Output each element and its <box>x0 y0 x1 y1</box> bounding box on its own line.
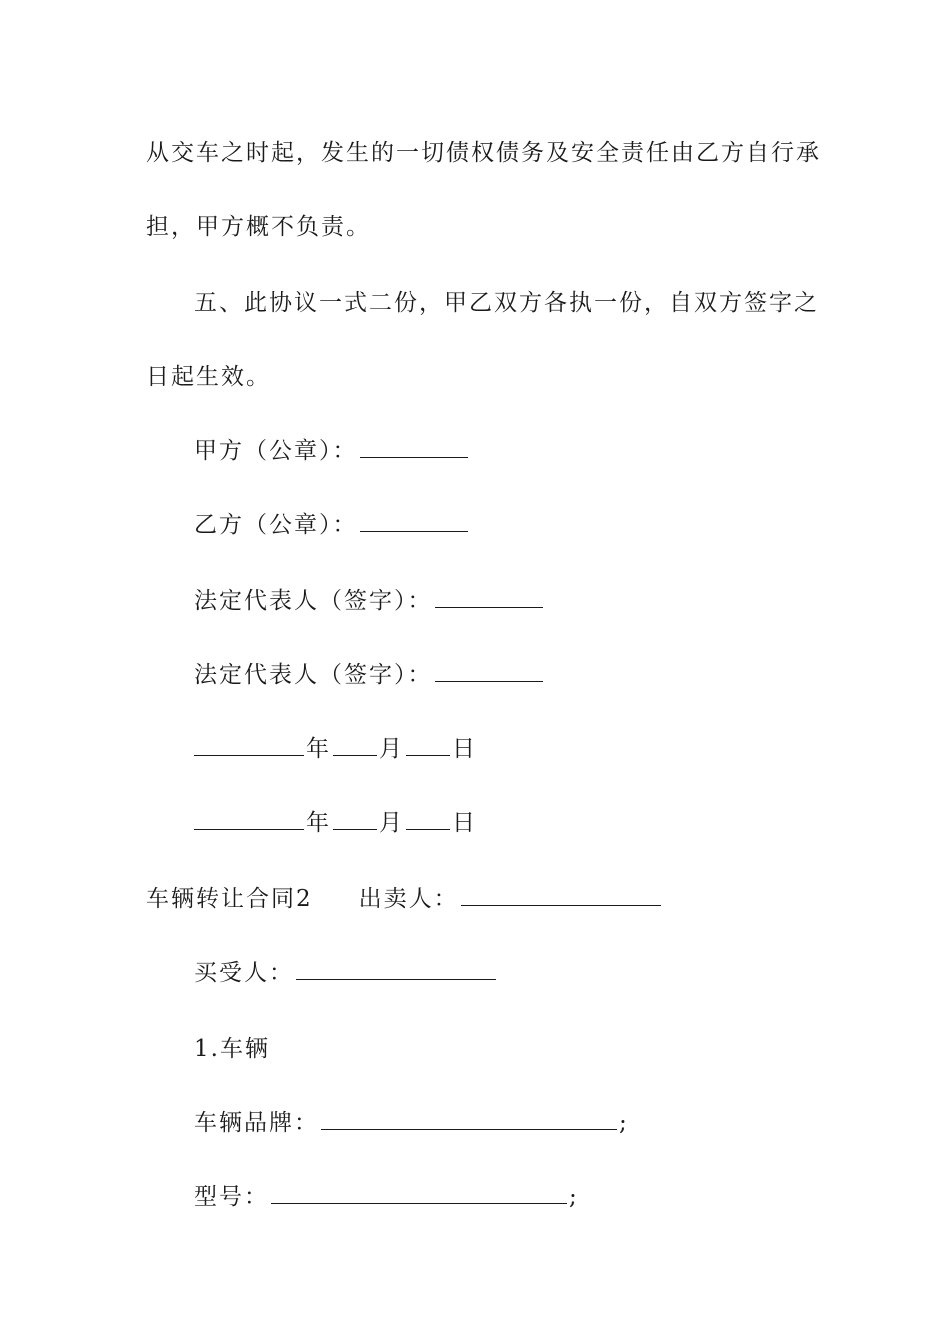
buyer-label: 买受人： <box>194 960 294 986</box>
buyer-blank <box>296 959 496 980</box>
date-line-1 <box>192 734 477 764</box>
day-label: 日 <box>452 736 477 762</box>
brand-line <box>194 1108 629 1138</box>
seller-label: 出卖人： <box>358 886 459 912</box>
semicolon: ; <box>619 1110 629 1136</box>
party-a-seal-line <box>194 436 470 466</box>
year-label: 年 <box>306 810 331 836</box>
paragraph-line: 担，甲方概不负责。 <box>146 214 371 240</box>
semicolon: ; <box>569 1184 579 1210</box>
legal-rep-2-blank <box>435 661 543 682</box>
year-label: 年 <box>306 736 331 762</box>
legal-rep-1-label: 法定代表人（签字）： <box>194 588 433 614</box>
brand-label: 车辆品牌： <box>194 1110 319 1136</box>
model-label: 型号： <box>194 1184 269 1210</box>
year-blank <box>194 735 304 756</box>
contract2-title: 车辆转让合同2 <box>146 886 313 912</box>
date-line-2 <box>192 808 477 838</box>
model-line <box>194 1182 579 1212</box>
party-b-seal-blank <box>360 511 468 532</box>
legal-rep-1-blank <box>435 587 543 608</box>
party-a-seal-blank <box>360 437 468 458</box>
day-blank <box>406 809 450 830</box>
legal-rep-2-label: 法定代表人（签字）： <box>194 662 433 688</box>
brand-blank <box>321 1109 617 1130</box>
month-label: 月 <box>379 736 404 762</box>
party-b-seal-line <box>194 510 470 540</box>
party-b-seal-label: 乙方（公章）： <box>194 512 358 538</box>
section-1-heading: 1.车辆 <box>194 1036 270 1062</box>
clause-five-line: 五、此协议一式二份，甲乙双方各执一份，自双方签字之 <box>194 290 819 316</box>
paragraph-line: 从交车之时起，发生的一切债权债务及安全责任由乙方自行承 <box>146 140 821 166</box>
model-blank <box>271 1183 567 1204</box>
month-blank <box>333 809 377 830</box>
party-a-seal-label: 甲方（公章）： <box>194 438 358 464</box>
month-label: 月 <box>379 810 404 836</box>
legal-rep-2-line <box>194 660 545 690</box>
seller-blank <box>461 885 661 906</box>
month-blank <box>333 735 377 756</box>
contract2-title-line <box>146 884 663 914</box>
year-blank <box>194 809 304 830</box>
day-blank <box>406 735 450 756</box>
paragraph-line: 日起生效。 <box>146 364 271 390</box>
buyer-line <box>194 958 498 988</box>
day-label: 日 <box>452 810 477 836</box>
legal-rep-1-line <box>194 586 545 616</box>
